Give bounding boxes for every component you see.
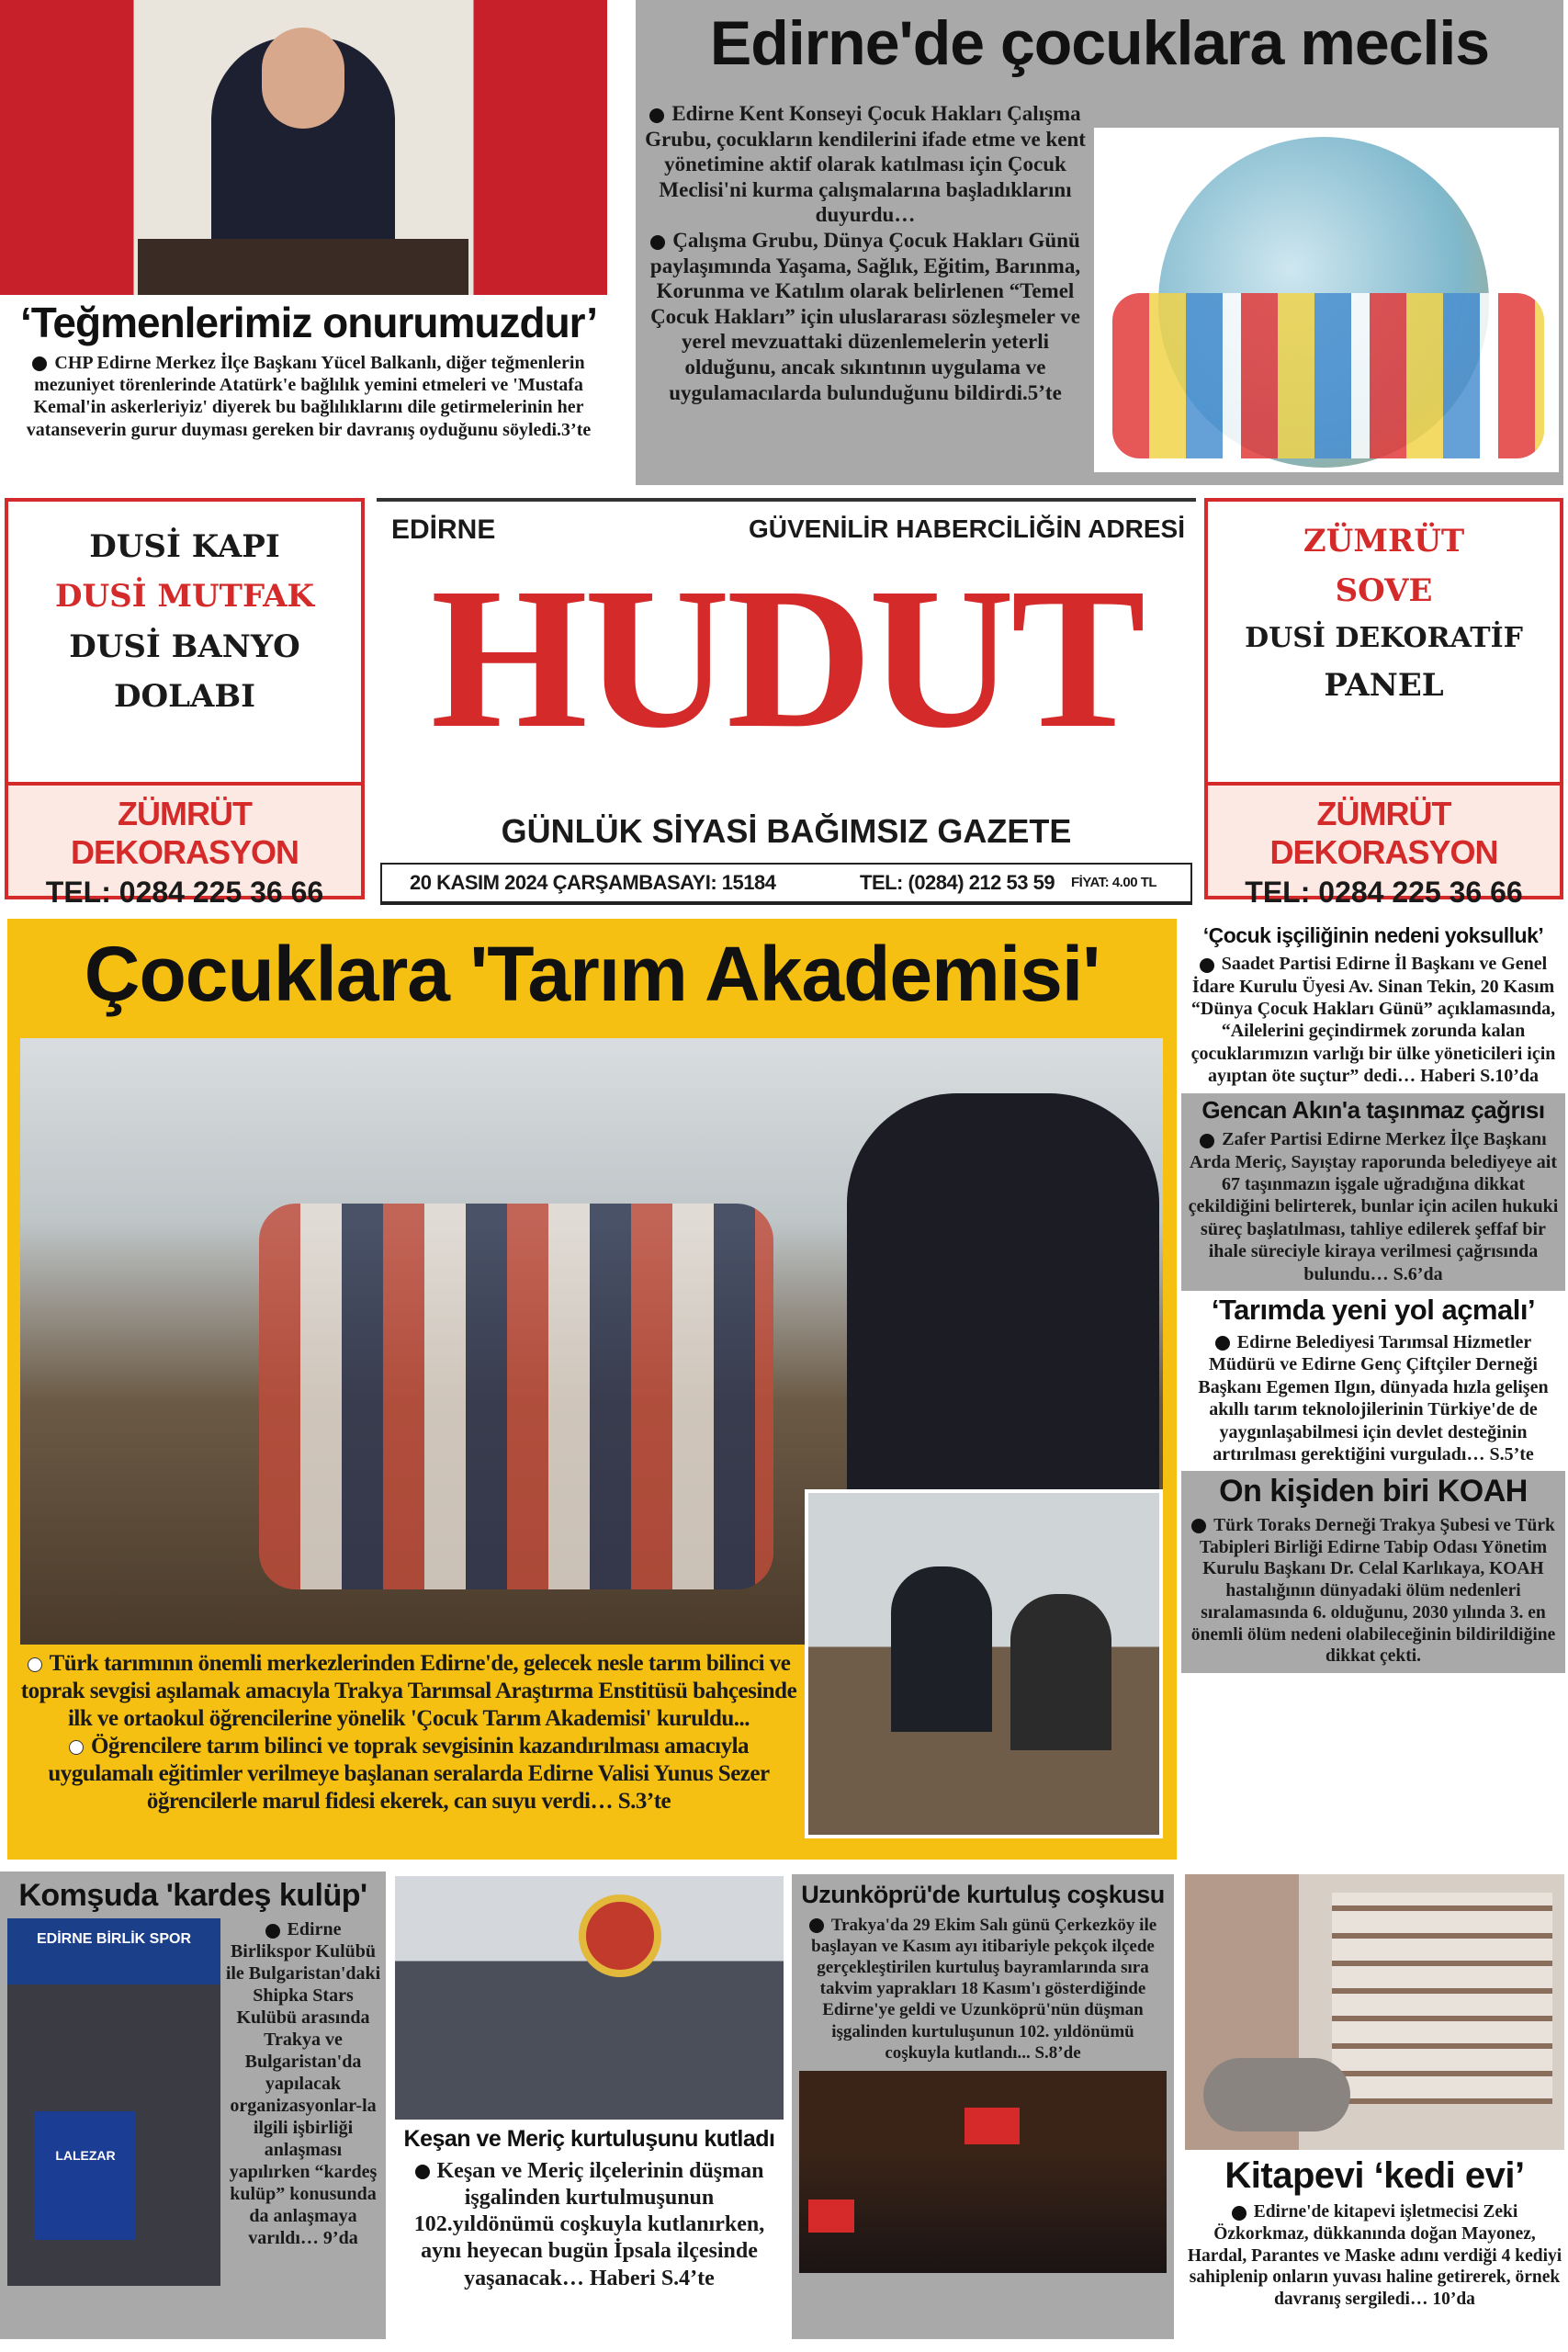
ad-phone: TEL: 0284 225 36 66 bbox=[1245, 876, 1523, 909]
bullet-icon bbox=[1232, 2206, 1247, 2221]
bullet-icon bbox=[650, 235, 665, 250]
paragraph: Türk tarımının önemli merkezlerinden Edirne'de, gelecek nesle tarım bilinci ve toprak sevgisi aşılamak amacıyla Trakya Tarımsal Araştırma Enstitüsü bahçesinde ilk ve ortaokul öğrencilerine yönelik 'Çocuk Tarım Akademisi' kuruldu... bbox=[20, 1651, 797, 1731]
masthead-slogan: GÜVENİLİR HABERCİLİĞİN ADRESİ bbox=[749, 514, 1185, 543]
story-headline[interactable]: ‘Tarımda yeni yol açmalı’ bbox=[1211, 1293, 1536, 1326]
bottom-story bbox=[0, 1871, 386, 2339]
side-story bbox=[1181, 921, 1565, 1093]
bookstore-cat-photo bbox=[1185, 1874, 1564, 2150]
price: FİYAT: 4.00 TL bbox=[1071, 875, 1157, 890]
ad-brand: ZÜMRÜT DEKORASYON bbox=[70, 795, 299, 871]
main-story-body bbox=[20, 1650, 797, 1815]
story-headline[interactable]: ‘Teğmenlerimiz onurumuzdur’ bbox=[19, 299, 598, 346]
football-club-photo bbox=[7, 1918, 220, 2286]
bullet-icon bbox=[1215, 1336, 1230, 1351]
story-text: Trakya'da 29 Ekim Salı günü Çerkezköy ile başlayan ve Kasım ayı itibariyle pekçok ilçede gerçekleştirilen kurtuluş bayramlarında sıra takvim yaprakları 18 Kasım'ı gösterdiğinde Edirne'ye geldi ve Uzunköprü'nün düşman işgalinden kurtuluşunun 102. yıldönümü coşkuyla kutlandı... S.8’de bbox=[811, 1915, 1157, 2063]
paragraph: Çalışma Grubu, Dünya Çocuk Hakları Günü paylaşımında Yaşama, Sağlık, Eğitim, Barınma, Korunma ve Katılım olarak belirlenen “Temel Çocuk Hakları” için uluslararası sözleşmeler ve yerel mevzuattaki düzenlemelerin yeterli olduğunu, ancak sıkıntının uygulama ve uygulamacılarda bulunduğunu bildirdi.5’te bbox=[649, 228, 1081, 404]
side-story bbox=[1181, 1471, 1565, 1673]
ad-line: PANEL bbox=[1324, 666, 1444, 704]
issue-date: 20 KASIM 2024 ÇARŞAMBA bbox=[410, 871, 667, 894]
masthead-subtitle: GÜNLÜK SİYASİ BAĞIMSIZ GAZETE bbox=[501, 812, 1072, 850]
bottom-story bbox=[393, 1871, 785, 2292]
top-left-story bbox=[0, 300, 617, 441]
night-celebration-photo bbox=[799, 2071, 1167, 2273]
story-headline[interactable]: Kitapevi ‘kedi evi’ bbox=[1224, 2155, 1525, 2196]
jersey-text: LALEZAR bbox=[55, 2148, 116, 2164]
bullet-icon bbox=[69, 1740, 84, 1755]
story-box-children-council bbox=[636, 0, 1563, 485]
story-headline[interactable]: On kişiden biri KOAH bbox=[1219, 1474, 1528, 1510]
bullet-icon bbox=[649, 108, 664, 123]
story-text: Saadet Partisi Edirne İl Başkanı ve Genel İdare Kurulu Üyesi Av. Sinan Tekin, 20 Kasım “Dünya Çocuk Hakları Günü” açıklamasında, “Ailelerini geçindirmek zorunda kalan çocuklarımızın varlığı bir ülke yöneticileri için ayıptan öte suçtur” dedi… Haberi S.10’da bbox=[1190, 954, 1556, 1087]
story-headline[interactable]: Edirne'de çocuklara meclis bbox=[709, 8, 1490, 78]
ad-line: SOVE bbox=[1335, 572, 1433, 610]
photo-banner-text: EDİRNE BİRLİK SPOR bbox=[36, 1931, 191, 1948]
ad-line: DUSİ DEKORATİF bbox=[1245, 621, 1523, 654]
issue-number: SAYI: 15184 bbox=[667, 871, 776, 894]
ceremony-photo bbox=[395, 1876, 784, 2120]
side-story bbox=[1181, 1291, 1565, 1471]
side-story bbox=[1181, 1093, 1565, 1291]
advertisement-right[interactable] bbox=[1204, 498, 1563, 909]
globe-children-illustration bbox=[1094, 128, 1559, 472]
story-text: CHP Edirne Merkez İlçe Başkanı Yücel Balkanlı, diğer teğmenlerin mezuniyet törenlerinde Atatürk'e bağlılık yemini etmeleri ve 'Mustafa Kemal'in askerleriyiz' diyerek bu bağlılıklarını dile getirmelerinin her vatanseverin gurur duyması gereken bir davranış oyduğunu söyledi.3’te bbox=[26, 352, 592, 440]
story-text: Keşan ve Meriç ilçelerinin düşman işgalinden kurtulmuşunun 102.yıldönümü coşkuyla kutlanırken, aynı heyecan bugün İpsala ilçesinde yaşanacak… Haberi S.4’te bbox=[413, 2158, 765, 2290]
ad-line: DUSİ KAPI bbox=[89, 528, 280, 565]
bullet-icon bbox=[32, 356, 47, 371]
masthead-logo[interactable]: HUDUT bbox=[430, 546, 1143, 770]
ad-line: DUSİ MUTFAK bbox=[54, 578, 315, 616]
main-headline[interactable]: Çocuklara 'Tarım Akademisi' bbox=[84, 931, 1100, 1017]
paragraph: Edirne Kent Konseyi Çocuk Hakları Çalışma Grubu, çocukların kendilerini ifade etme ve kent yönetimine aktif olarak katılması için Çocuk Meclisi'ni kurma çalışmalarına başladıklarını duyurdu… bbox=[645, 102, 1086, 227]
story-text: Edirne Birlikspor Kulübü ile Bulgaristan'daki Shipka Stars Kulübü arasında Trakya ve Bulgaristan'da yapılacak organizasyonlar-la ilgili işbirliği anlaşması yapılırken “kardeş kulüp” konusunda da anlaşmaya varıldı… 9’da bbox=[225, 1919, 381, 2249]
issue-bar bbox=[380, 863, 1192, 905]
story-text: Zafer Partisi Edirne Merkez İlçe Başkanı Arda Meriç, Sayıştay raporunda belediyeye ait 67 taşınmazın işgale uğradığına dikkat çekildiğini belirterek, bunlar için acilen hukuki süreç başlatılması, tahliye edilerek şeffaf bir ihale süreciyle kiraya verilmesi çağrısında bulundu… S.6’da bbox=[1188, 1129, 1559, 1284]
story-text: Edirne Belediyesi Tarımsal Hizmetler Müdürü ve Edirne Genç Çiftçiler Derneği Başkanı Egemen Ilgın, dünyada hızla gelişen akıllı tarım teknolojilerinin Türkiye'de de yaygınlaşabilmesi için devlet desteğinin artırılması gerektiğini vurguladı… S.5’te bbox=[1198, 1332, 1549, 1465]
story-text: Türk Toraks Derneği Trakya Şubesi ve Türk Tabipleri Birliği Edirne Tabip Odası Yönetim Kurulu Başkanı Dr. Celal Karlıkaya, KOAH hastalığının dünyadaki ölüm nedenleri sıralamasında 6. olduğunu, 2030 yılında 3. en önemli ölüm nedeni olabileceğinin bildirildiğine dikkat çekti. bbox=[1190, 1515, 1556, 1667]
bullet-icon bbox=[1200, 1134, 1214, 1148]
governor-planting-photo bbox=[805, 1489, 1163, 1838]
bullet-icon bbox=[1200, 958, 1214, 973]
ad-phone: TEL: 0284 225 36 66 bbox=[45, 876, 324, 909]
bottom-story bbox=[792, 1874, 1174, 2339]
main-story bbox=[7, 919, 1177, 1860]
masthead-phone: TEL: (0284) 212 53 59 bbox=[860, 871, 1055, 894]
masthead-city: EDİRNE bbox=[391, 514, 496, 545]
bullet-icon bbox=[809, 1918, 824, 1933]
story-headline[interactable]: Uzunköprü'de kurtuluş coşkusu bbox=[801, 1881, 1165, 1908]
ad-brand: ZÜMRÜT DEKORASYON bbox=[1269, 795, 1498, 871]
story-headline[interactable]: Keşan ve Meriç kurtuluşunu kutladı bbox=[403, 2126, 775, 2152]
bottom-story bbox=[1181, 1874, 1568, 2311]
right-column bbox=[1181, 921, 1565, 1673]
politician-photo bbox=[0, 0, 607, 295]
advertisement-left[interactable] bbox=[5, 498, 365, 909]
story-body bbox=[645, 101, 1086, 405]
ad-line: DUSİ BANYO bbox=[69, 628, 300, 665]
bullet-icon bbox=[415, 2165, 430, 2179]
bullet-icon bbox=[265, 1924, 280, 1939]
story-text: Edirne'de kitapevi işletmecisi Zeki Özkorkmaz, dükkanında doğan Mayonez, Hardal, Parantes ve Maske adını verdiği 4 kediyi sahiplenip onların yuvası haline getirerek, örnek davranış sergiledi… 10’da bbox=[1187, 2202, 1562, 2310]
story-headline[interactable]: Komşuda 'kardeş kulüp' bbox=[18, 1878, 367, 1913]
ad-line: DOLABI bbox=[113, 678, 256, 716]
story-body bbox=[0, 352, 617, 442]
ad-line: ZÜMRÜT bbox=[1303, 523, 1465, 560]
bullet-icon bbox=[28, 1657, 42, 1672]
story-headline[interactable]: ‘Çocuk işçiliğinin nedeni yoksulluk’ bbox=[1202, 923, 1544, 947]
masthead bbox=[377, 498, 1196, 902]
bullet-icon bbox=[1191, 1519, 1206, 1533]
paragraph: Öğrencilere tarım bilinci ve toprak sevgisinin kazandırılması amacıyla uygulamalı eğitimler verilmeye başlanan seralarda Edirne Valisi Yunus Sezer öğrencilerle marul fidesi ekerek, can suyu verdi… S.3’te bbox=[48, 1734, 770, 1814]
story-headline[interactable]: Gencan Akın'a taşınmaz çağrısı bbox=[1201, 1095, 1545, 1124]
